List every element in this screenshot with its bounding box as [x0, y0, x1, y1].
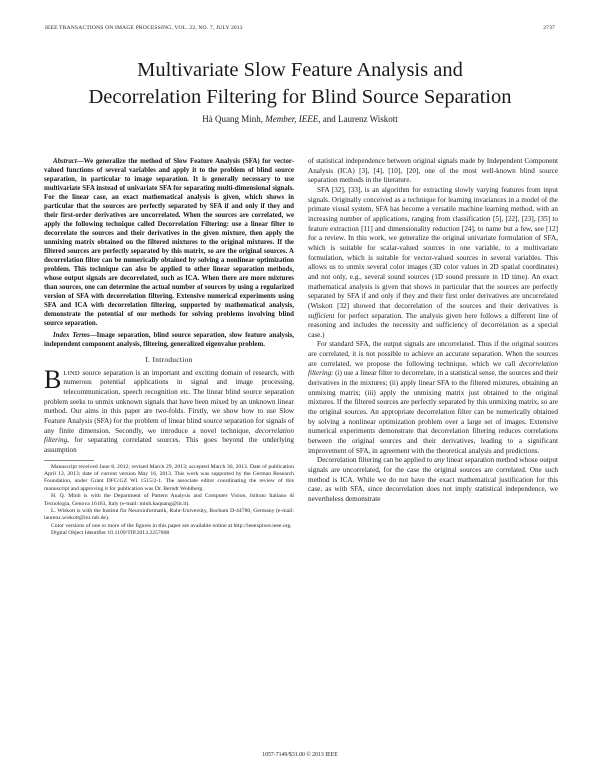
section-heading-introduction: I. Introduction: [145, 355, 193, 364]
footnote-color-versions: Color versions of one or more of the figures in this paper are available online at http://ieeexplore.ieee.org.: [51, 522, 292, 529]
sfa-emphasis: sufficient: [308, 311, 335, 320]
intro-paragraph: [44, 364, 294, 456]
decorr-text-b: : (i) use a linear filter to decorrelate, in a statistical sense, the sources and their derivatives in the mixtures; (ii) apply linear SFA to the filtered mixtures, obtaining an unmixing matrix; (iii) apply the unmixing matrix just obtained to the original mixtures. If the filtered sources are perfectly separated by this unmixing matrix, so are the original sources. An appropriate decorrelation filter can be numerically obtained by solving a nonlinear optimization problem over a large set of images. Extensive numerical experiments demonstrate that decorrelation filtering reduces correlations between the original sources and their derivatives, leading to a significant improvement of SFA, in agreement with the theoretical analysis and predictions.: [308, 369, 558, 455]
author-membership: Member, IEEE,: [265, 114, 321, 124]
index-terms-text: Image separation, blind source separation, slow feature analysis, independent component analysis, filtering, generalized eigenvalue problem.: [44, 332, 295, 348]
abstract: [44, 157, 294, 328]
abstract-label: Abstract: [53, 158, 77, 165]
decorr-text-a: For standard SFA, the output signals are uncorrelated. Thus if the original sources are correlated, it is not possible to achieve an accurate separation. When the sources are correlated, we propose the following technique, which we call: [308, 340, 558, 368]
index-terms-dash: —: [89, 332, 97, 339]
any-emphasis: any: [434, 456, 445, 465]
author-2: and Laurenz Wiskott: [322, 114, 398, 124]
paragraph-decorrelation: [308, 340, 558, 456]
paper-title: [30, 57, 570, 111]
title-line-2: Decorrelation Filtering for Blind Source Separation: [88, 86, 512, 108]
running-head: [45, 25, 555, 34]
sfa-text-b: for perfect separation. The analysis given here follows a different line of reasoning and includes the necessity and sufficiency of decorrelation as a special case.): [308, 311, 558, 339]
abstract-text: We generalize the method of Slow Feature Analysis (SFA) for vector-valued functions of several variables and apply it to the problem of blind source separation, in particular to image separation. It is generally necessary to use multivariate SFA instead of univariate SFA for separating multi-dimensional signals. For the linear case, an exact mathematical analysis is given, which shows in particular that the sources are perfectly separated by SFA if and only if they and their first-order derivatives are uncorrelated. When the sources are correlated, we apply the following technique called Decorrelation Filtering: use a linear filter to decorrelate the sources and their derivatives in the given mixture, then apply the unmixing matrix obtained on the filtered mixtures to the original mixtures. If the filtered sources are perfectly separated by this matrix, so are the original sources. A decorrelation filter can be numerically obtained by solving a nonlinear optimization problem. This technique can also be applied to other linear separation methods, whose output signals are decorrelated, such as ICA. When there are more mixtures than sources, one can determine the actual number of sources by using a regularized version of SFA with decorrelation filtering. Extensive numerical experiments using SFA and ICA with decorrelation filtering, supported by mathematical analysis, demonstrate the potential of our methods for solving problems involving blind source separation.: [44, 158, 294, 327]
footnote-rule: [44, 460, 94, 461]
footnote-author-1: H. Q. Minh is with the Department of Pattern Analysis and Computer Vision, Istituto Italiano di Tecnologia, Genova 16163, Italy (e-mail: minh.haquang@iit.it).: [44, 493, 294, 507]
any-text-a: Decorrelation filtering can be applied to: [317, 456, 435, 465]
intro-text: source separation is an important and exciting domain of research, with numerous potential applications in signal and image processing, telecommunication, speech recognition etc. The linear blind source separation problem seeks to unmix unknown signals that have been mixed by an unknown linear method. Our aims in this paper are two-folds. Firstly, we show how to use Slow Feature Analysis (SFA) for the problem of linear blind source separation for signals of any finite dimension. Secondly, we introduce a novel technique,: [44, 368, 294, 435]
decorr-emphasis: decorrelation filtering: [308, 359, 558, 378]
footnotes: [44, 464, 294, 538]
intro-text-end: , for separating correlated sources. This goes beyond the underlying assumption: [44, 436, 294, 454]
copyright-line: 1057-7149/$31.00 © 2013 IEEE: [262, 752, 338, 758]
intro-emphasis: decorrelation filtering: [44, 426, 294, 445]
paragraph-any-method: [308, 456, 558, 504]
any-text-b: linear separation method whose output signals are uncorrelated, for the case the original sources are correlated. One such method is ICA. While we do not have the exact mathematical justification for this case, as with SFA, since decorrelation does not imply statistical independence, we nevertheless demonstrate: [308, 456, 558, 503]
index-terms-label: Index Terms: [53, 332, 90, 339]
footnote-author-2: L. Wiskott is with the Institut für Neuroinformatik, Ruhr-University, Bochum D-44780, Germany (e-mail: laurenz.wiskott@ini.rub.de).: [44, 508, 294, 522]
index-terms: [44, 331, 294, 349]
title-line-1: Multivariate Slow Feature Analysis and: [137, 59, 463, 81]
footnote-manuscript: Manuscript received June 8, 2012; revised March 29, 2013; accepted March 30, 2013. Date of publication April 12, 2013; date of current version May 16, 2013. This work was supported by the German Research Foundation, under Grant DFG:GZ WI 1515/2-1. The associate editor coordinating the review of this manuscript and approving it for publication was Dr. Berndt Wohlberg.: [44, 463, 294, 492]
footnote-doi: Digital Object Identifier 10.1109/TIP.2013.2257808: [51, 530, 170, 537]
author-1: Hà Quang Minh,: [202, 114, 264, 124]
sfa-text-a: SFA [32], [33], is an algorithm for extracting slowly varying features from input signals. Originally conceived as a technique for learning invariances in a model of the primate visual system, SFA has become a versatile machine learning method, with an increasing number of applications, ranging from classification [5], [22], [23], [35] to feature extraction [11] and dimensionality reduction [24], to name but a few, see [12] for a review. In this work, we generalize the original univariate formulation of SFA, which is suitable for scalar-valued sources in one variable, to a multivariate formulation, which is suitable for vector-valued sources in several variables. This allows us to unmix several color images (3D color values in 2D spatial coordinates) and not only, e.g., several sound sources (1D sound pressure in 1D time). An exact mathematical analysis is given that shows in particular that the sources are perfectly separated by SFA if and only if they and their first order derivatives are uncorrelated (Wiskott [32] showed that decorrelation of the sources and their derivatives is: [308, 185, 558, 310]
paragraph-ica: of statistical independence between original signals made by Independent Component Analysis (ICA) [3], [4], [10], [20], one of the most well-known blind source separation methods in the literature.: [308, 157, 558, 185]
abstract-dash: —: [76, 158, 84, 165]
right-column: [308, 157, 558, 505]
author-line: [30, 114, 570, 124]
paragraph-sfa: [308, 186, 558, 341]
left-column: [44, 157, 294, 538]
journal-header: IEEE TRANSACTIONS ON IMAGE PROCESSING, VOL. 22, NO. 7, JULY 2013: [45, 25, 243, 31]
page-number: 2737: [543, 25, 555, 31]
drop-cap: B: [44, 364, 62, 394]
first-word: LIND: [63, 369, 80, 377]
